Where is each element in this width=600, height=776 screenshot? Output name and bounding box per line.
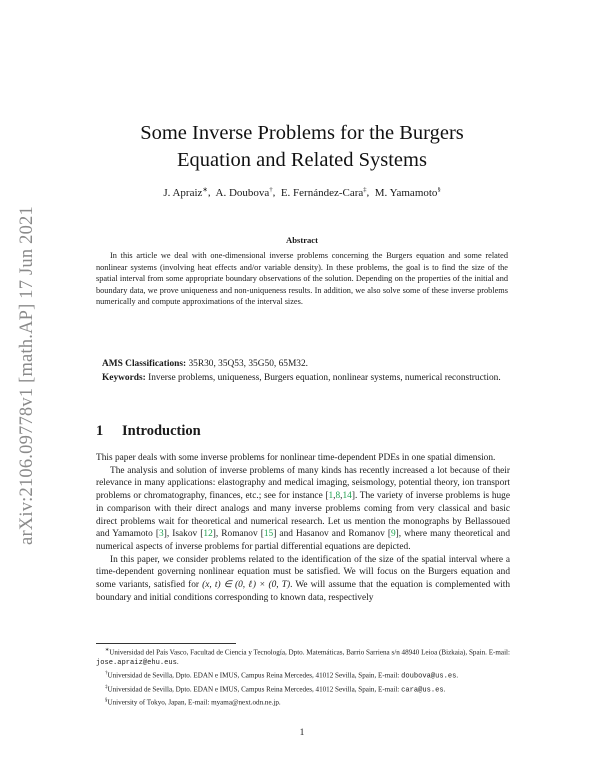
abstract-body xyxy=(96,250,508,308)
section-number: 1 xyxy=(96,423,104,439)
ams-classifications xyxy=(102,358,508,371)
email-address: doubova@us.es xyxy=(401,672,457,681)
body-text xyxy=(96,452,510,604)
ams-value: 35R30, 35Q53, 35G50, 65M32. xyxy=(188,359,309,369)
page-number: 1 xyxy=(299,728,305,738)
citation-link[interactable]: 8 xyxy=(335,491,341,502)
ams-label: AMS Classifications: xyxy=(102,359,187,369)
section-heading xyxy=(96,423,508,440)
author: A. Doubova† xyxy=(215,186,273,199)
author-list: J. Apraiz∗, A. Doubova†, E. Fernández-Cara‡, M. Yamamoto§ xyxy=(163,186,441,199)
footnote: §University of Tokyo, Japan, E-mail: myama@next.odn.ne.jp. xyxy=(105,697,281,707)
section-title: Introduction xyxy=(122,423,201,439)
footnotes xyxy=(96,646,510,708)
paragraph: In this paper, we consider problems related to the identification of the size of the spatial interval where a time-dependent governing nonlinear equation must be satisfied. We will focus on the Burgers equation and some variants, satisfied for (x, t) ∈ (0, ℓ) × (0, T). We will assume that the equation is complemented with boundary and initial conditions corresponding to known data, respectively xyxy=(96,554,510,603)
title-line-2: Equation and Related Systems xyxy=(177,149,427,171)
citation-link[interactable]: 14 xyxy=(342,491,352,502)
abstract-heading: Abstract xyxy=(286,235,318,245)
citation-link[interactable]: 15 xyxy=(263,529,274,540)
paragraph: This paper deals with some inverse problems for nonlinear time-dependent PDEs in one spatial dimension. xyxy=(96,453,496,463)
author: J. Apraiz∗ xyxy=(163,186,208,199)
arxiv-identifier: arXiv:2106.09778v1 [math.AP] 17 Jun 2021 xyxy=(16,205,37,545)
citation-link[interactable]: 12 xyxy=(203,529,213,540)
abstract-text: In this article we deal with one-dimensional inverse problems concerning the Burgers equation and some related nonlinear systems (involving heat effects and/or variable density). In these problems, the goal is to find the size of the spatial interval from some appropriate boundary observations of the solution. Depending on the properties of the initial and boundary data, we prove uniqueness and non-uniqueness results. In addition, we also solve some of these inverse problems numerically and compute approximations of the interval sizes. xyxy=(96,251,508,307)
keywords-value: Inverse problems, uniqueness, Burgers equation, nonlinear systems, numerical reconstruction. xyxy=(148,373,501,383)
email-address: cara@us.es xyxy=(401,685,444,694)
citation-link[interactable]: 9 xyxy=(390,529,396,540)
footnote-rule xyxy=(96,643,236,644)
footnote: †Universidad de Sevilla, Dpto. EDAN e IMUS, Campus Reina Mercedes, 41012 Sevilla, Spain, E-mail: doubova@us.es. xyxy=(105,671,459,681)
footnote: ‡Universidad de Sevilla, Dpto. EDAN e IMUS, Campus Reina Mercedes, 41012 Sevilla, Spain, E-mail: cara@us.es. xyxy=(105,684,446,694)
paper-title xyxy=(96,120,508,174)
keywords-label: Keywords: xyxy=(102,373,146,383)
citation-link[interactable]: 1 xyxy=(328,491,334,502)
footnote: ∗Universidad del País Vasco, Facultad de Ciencia y Tecnología, Dpto. Matemáticas, Barrio Sarriena s/n 48940 Leioa (Bizkaia), Spain. E-mail: jose.apraiz@ehu.eus. xyxy=(96,648,510,667)
author: E. Fernández-Cara‡ xyxy=(280,186,367,199)
keywords xyxy=(102,372,512,384)
arxiv-sidebar xyxy=(12,180,42,570)
inline-math: (x, t) ∈ (0, ℓ) × (0, T) xyxy=(202,580,291,591)
citation-link[interactable]: 3 xyxy=(159,529,164,540)
author: M. Yamamoto§ xyxy=(374,186,441,199)
title-line-1: Some Inverse Problems for the Burgers xyxy=(140,122,464,144)
email-address: jose.apraiz@ehu.eus xyxy=(96,658,177,667)
paragraph: The analysis and solution of inverse problems of many kinds has recently increased a lot because of their relevance in many applications: elastography and medical imaging, seismology, potential theory, ion transport problems or chromatography, finances, etc.; see for instance [1,8,14]. The variety of inverse problems is huge in comparison with their direct analogs and many inverse problems coming from very classical and basic direct problems wait for theoretical and numerical research. Let us mention the monographs by Bellassoued and Yamamoto [3], Isakov [12], Romanov [15] and Hasanov and Romanov [9], where many theoretical and numerical aspects of inverse problems for partial differential equations are depicted. xyxy=(96,465,510,552)
